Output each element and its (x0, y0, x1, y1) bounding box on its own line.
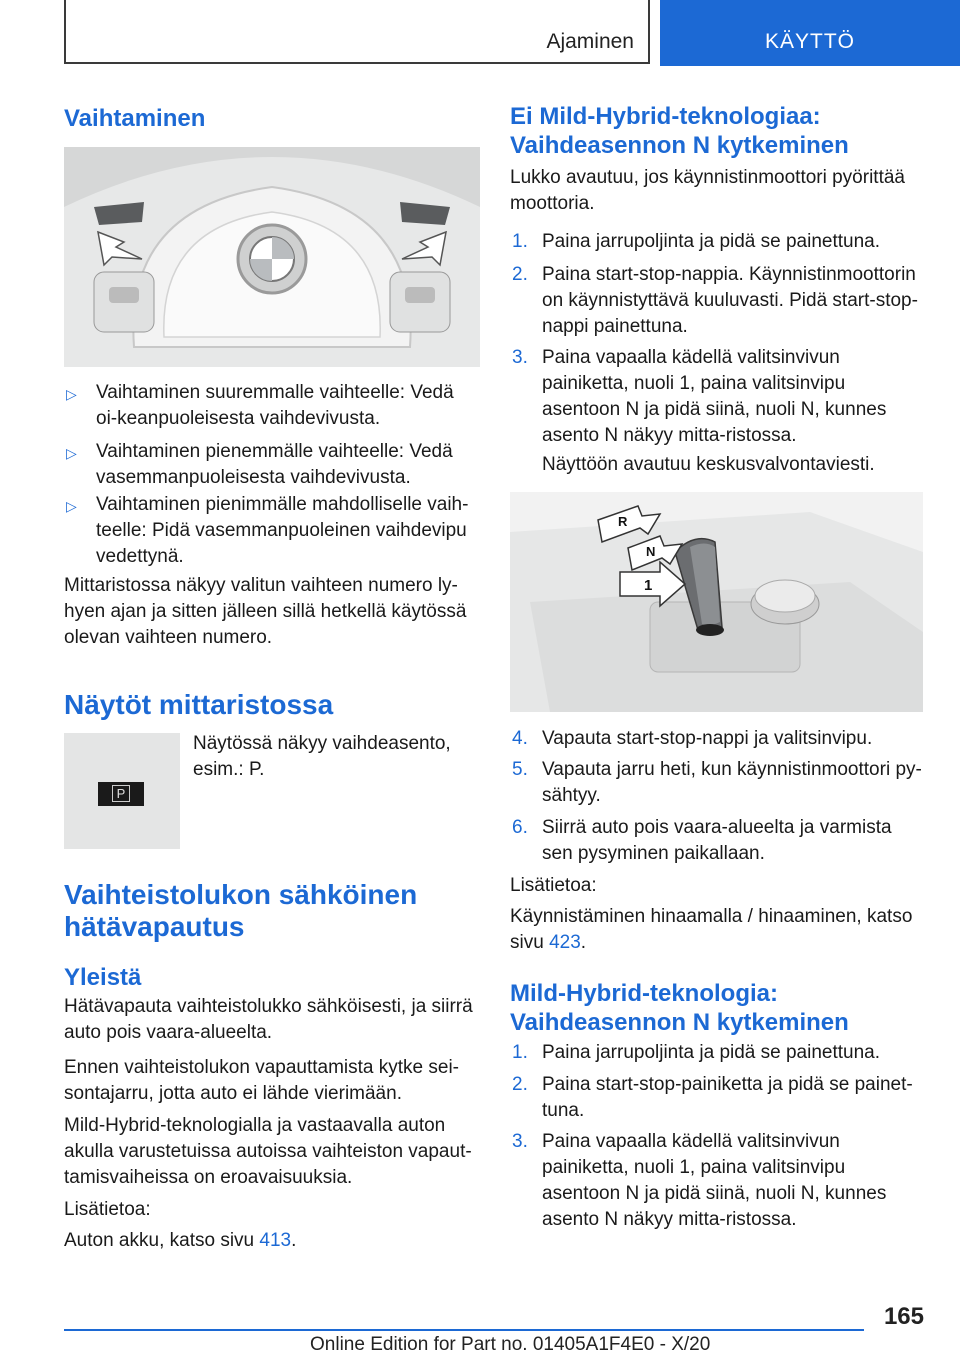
heading-hatavapautus: Vaihteistolukon sähköinen hätävapautus (64, 879, 418, 942)
akku-text: Auton akku, katso sivu (64, 1230, 260, 1251)
step-number: 2. (512, 264, 528, 285)
step-item (510, 345, 926, 449)
hinaus-period: . (580, 932, 587, 953)
heading-vaihtaminen: Vaihtaminen (64, 105, 206, 132)
paragraph-mittaristo: Mittaristossa näkyy valitun vaihteen numero ly-hyen ajan ja sitten jälleen sillä hetkellä käytössä olevan vaihteen numero. (64, 575, 467, 648)
lever-label-1: 1 (644, 577, 653, 594)
step-item (510, 726, 926, 752)
step-number: 2. (512, 1074, 528, 1095)
step-text: Vapauta jarru heti, kun käynnistinmoottori py-sähtyy. (542, 759, 922, 806)
step-text: Siirrä auto pois vaara-alueelta ja varmista sen pysyminen paikallaan. (542, 817, 892, 864)
step-item (510, 1129, 926, 1233)
header-chapter-title: KÄYTTÖ (764, 30, 855, 53)
akku-period: . (291, 1230, 297, 1251)
step-number: 1. (512, 1042, 528, 1063)
gear-lever-illustration (510, 492, 923, 712)
paragraph-3: Mild-Hybrid-teknologialla ja vastaavalla auton akulla varustetuissa autoissa vaihteiston vapaut-tamisvaiheissa on eroavaisuuksia. (64, 1115, 472, 1188)
step-text: Paina jarrupoljinta ja pidä se painettuna. (542, 231, 881, 252)
step-item (510, 757, 926, 809)
step-text: Paina vapaalla kädellä valitsinvivun painiketta, nuoli 1, paina valitsinvipu asentoon N ja pidä siinä, nuoli N, kunnes asento N näkyy mitta-ristossa. (542, 347, 887, 446)
bullet-text: Vaihtaminen pienimmälle mahdolliselle vaih-teelle: Pidä vasemmanpuoleinen vaihdevipu vedettynä. (96, 494, 469, 567)
step-text: Paina vapaalla kädellä valitsinvivun painiketta, nuoli 1, paina valitsinvipu asentoon N ja pidä siinä, nuoli N, kunnes asento N näkyy mitta-ristossa. (542, 1131, 887, 1230)
triangle-bullet-icon: ▷ (66, 498, 77, 514)
step-text: Paina start-stop-nappia. Käynnistinmoottorin on käynnistyttävä kuuluvasti. Pidä start-stop-nappi painettuna. (542, 264, 918, 337)
step-number: 3. (512, 1131, 528, 1152)
bullet-item (64, 439, 480, 491)
lever-label-r: R (618, 514, 628, 529)
step-text: Vapauta start-stop-nappi ja valitsinvipu. (542, 728, 873, 749)
triangle-bullet-icon: ▷ (66, 386, 77, 402)
bullet-text: Vaihtaminen suuremmalle vaihteelle: Vedä oi-keanpuoleisesta vaihdevivusta. (96, 382, 454, 429)
footer-edition: Online Edition for Part no. 01405A1F4E0 - X/20 (310, 1334, 711, 1355)
step-text: Paina start-stop-painiketta ja pidä se painet-tuna. (542, 1074, 913, 1121)
footer-divider (64, 1329, 864, 1331)
heading-mild-hybrid: Mild-Hybrid-teknologia: Vaihdeasennon N kytkeminen (510, 980, 849, 1036)
bullet-item (64, 492, 480, 570)
step-number: 5. (512, 759, 528, 780)
header-chapter-tab[interactable] (660, 0, 960, 66)
step-number: 3. (512, 347, 528, 368)
step-number: 4. (512, 728, 528, 749)
lever-label-n: N (646, 544, 656, 559)
step-number: 1. (512, 231, 528, 252)
bullet-item (64, 380, 480, 432)
paragraph-1: Hätävapauta vaihteistolukko sähköisesti, ja siirrä auto pois vaara-alueelta. (64, 996, 473, 1043)
lisatietoa-label: Lisätietoa: (64, 1199, 151, 1220)
heading-ei-mild-hybrid: Ei Mild-Hybrid-teknologiaa: Vaihdeasennon N kytkeminen (510, 103, 849, 159)
display-indicator-image (64, 733, 180, 849)
paragraph-2: Ennen vaihteistolukon vapauttamista kytke sei-sontajarru, jotta auto ei lähde vierimään. (64, 1057, 459, 1104)
page-number: 165 (883, 1303, 924, 1330)
header-section-box (64, 0, 650, 64)
step-item (510, 815, 926, 867)
step-item (510, 262, 926, 340)
hinaus-reference (510, 904, 926, 956)
hinaus-text: Käynnistäminen hinaamalla / hinaaminen, katso sivu (510, 906, 913, 953)
heading-naytot: Näytöt mittaristossa (64, 689, 334, 720)
intro-text: Lukko avautuu, jos käynnistinmoottori pyörittää moottoria. (510, 167, 905, 214)
link-page-413[interactable]: 413 (259, 1230, 292, 1251)
step-number: 6. (512, 817, 528, 838)
akku-reference (64, 1228, 296, 1254)
naytot-text: Näytössä näkyy vaihdeasento, esim.: P. (193, 733, 451, 780)
steering-wheel-illustration (64, 147, 480, 367)
lisatietoa-label-right: Lisätietoa: (510, 875, 597, 896)
gear-p-letter: P (112, 785, 130, 802)
gear-lever-image (510, 492, 923, 712)
step3-note: Näyttöön avautuu keskusvalvontaviesti. (542, 454, 875, 475)
heading-yleista: Yleistä (64, 964, 142, 991)
step-item (510, 1072, 926, 1124)
header-section-title: Ajaminen (546, 30, 634, 53)
gear-display-box (98, 782, 144, 806)
step-text: Paina jarrupoljinta ja pidä se painettuna. (542, 1042, 881, 1063)
steering-wheel-image (64, 147, 480, 367)
step-item (510, 229, 926, 255)
bullet-text: Vaihtaminen pienemmälle vaihteelle: Vedä vasemmanpuoleisesta vaihdevivusta. (96, 441, 453, 488)
link-page-423[interactable]: 423 (549, 932, 581, 953)
step-item (510, 1040, 926, 1066)
triangle-bullet-icon: ▷ (66, 445, 77, 461)
